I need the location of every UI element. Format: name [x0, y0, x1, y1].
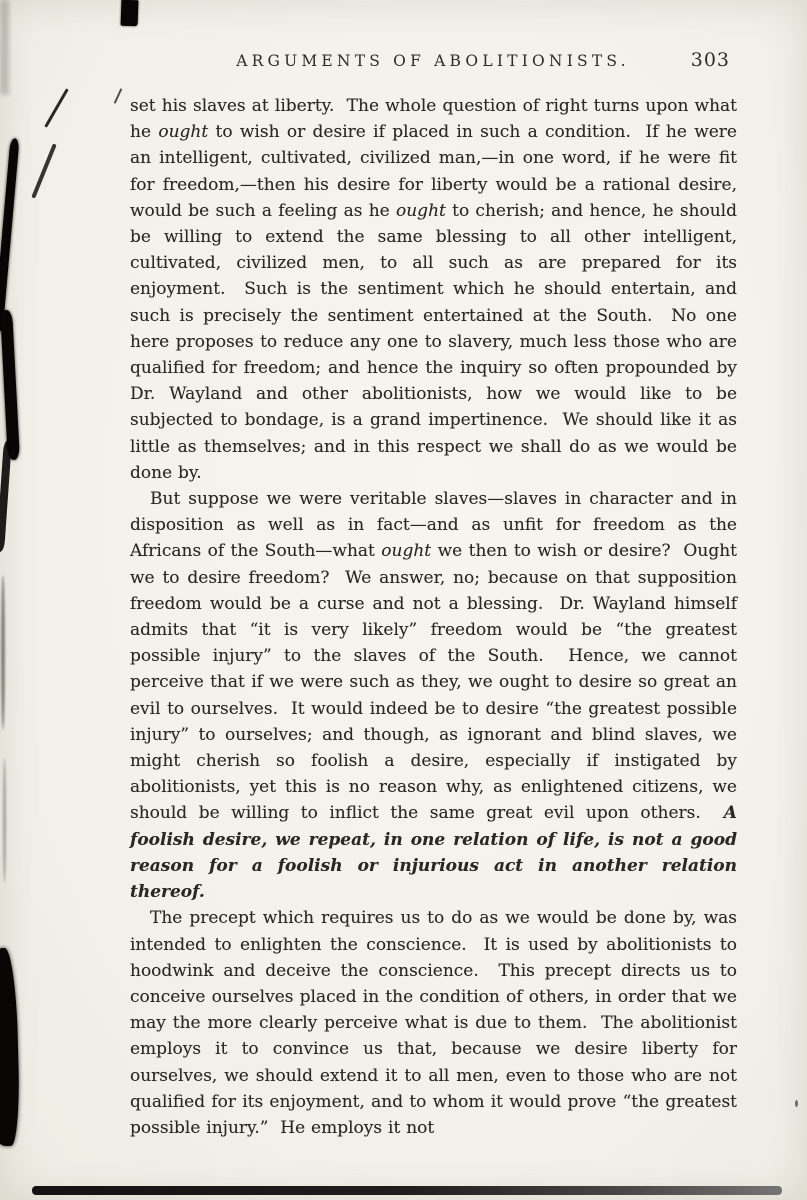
page-number: 303 — [690, 49, 730, 71]
italic-text-run: ought — [396, 200, 446, 221]
scan-ink-faint-1 — [1, 575, 5, 730]
paragraph-2 — [130, 486, 744, 905]
italic-text-run: ought — [158, 122, 209, 143]
scan-ink-faint-2 — [3, 758, 6, 883]
scan-ink-streak-3 — [0, 440, 12, 552]
italic-text-run: ought — [381, 541, 432, 562]
text-run: to cherish; and hence, he should be willing to extend the same blessing to all other intelligent, cultivated, civilized men, to all such as are prepared for its enjoyment. Such is the sentiment which he should entertain, and such is precisely the sentiment entertained at the South. No one here proposes to reduce any one to slavery, much less those who are qualified for freedom; and hence the inquiry so often propounded by Dr. Wayland and other abolitionists, how we would like to be subjected to bondage, is a grand impertinence. We should like it as little as themselves; and in this respect we shall do as we would be done by. — [130, 200, 743, 483]
text-run: But suppose we were veritable slaves—slaves in character and in disposition as well as in fact—and as unfit for freedom as the Africans of the South—what — [130, 489, 743, 562]
text-run: to wish or desire if placed in such a condition. If he were an intelligent, cultivated, civilized man,—in one word, if he were fit for freedom,—then his desire for liberty would be a rational desire, would be such a feeling as he — [130, 122, 743, 221]
text-run: The precept which requires us to do as we would be done by, was intended to enlighten the conscience. It is used by abolitionists to hoodwink and deceive the conscience. This precept directs us to conceive ourselves placed in the condition of others, in order that we may the more clearly perceive what is due to them. The abolitionist employs it to convince us that, because we desire liberty for ourselves, we should extend it to all men, even to those who are not qualified for its enjoyment, and to whom it would prove “the greatest possible injury.” He employs it not — [130, 908, 743, 1138]
scan-ink-slash-3 — [114, 88, 123, 103]
italic-text-run: A foolish desire, we repeat, in one relation of life, is not a good reason for a foolish or injurious act in another relation thereof. — [130, 803, 744, 903]
page-body — [130, 93, 744, 1141]
scan-ink-shade-top-left — [0, 0, 9, 95]
scan-page-edge-bottom — [32, 1186, 782, 1195]
scan-ink-streak-1 — [0, 138, 19, 333]
scan-ink-blob-bottom-left — [0, 948, 21, 1147]
scan-ink-slash-2 — [31, 143, 56, 198]
scan-ink-mark-top — [121, 0, 139, 26]
scan-ink-streak-2 — [0, 310, 20, 460]
page-header — [130, 49, 736, 78]
paragraph-3 — [130, 905, 743, 1141]
text-run: we then to wish or desire? Ought we to desire freedom? We answer, no; because on that supposition freedom would be a curse and not a blessing. Dr. Wayland himself admits that “it is very likely” freedom would be “the greatest possible injury” to the slaves of the South. Hence, we cannot perceive that if we were such as they, we ought to desire so great an evil to ourselves. It would indeed be to desire “the greatest possible injury” to ourselves; and though, as ignorant and blind slaves, we might cherish so foolish a desire, especially if instigated by abolitionists, yet this is no reason why, as enlightened citizens, we should be willing to inflict the same great evil upon others. — [130, 541, 743, 824]
paragraph-1 — [130, 93, 743, 486]
running-head-title: ARGUMENTS OF ABOLITIONISTS. — [236, 52, 630, 70]
scan-ink-slash-1 — [44, 88, 69, 128]
scan-ink-dot-right — [795, 1100, 798, 1107]
text-run: set his slaves at liberty. The whole question of right turns upon what he — [130, 96, 743, 143]
